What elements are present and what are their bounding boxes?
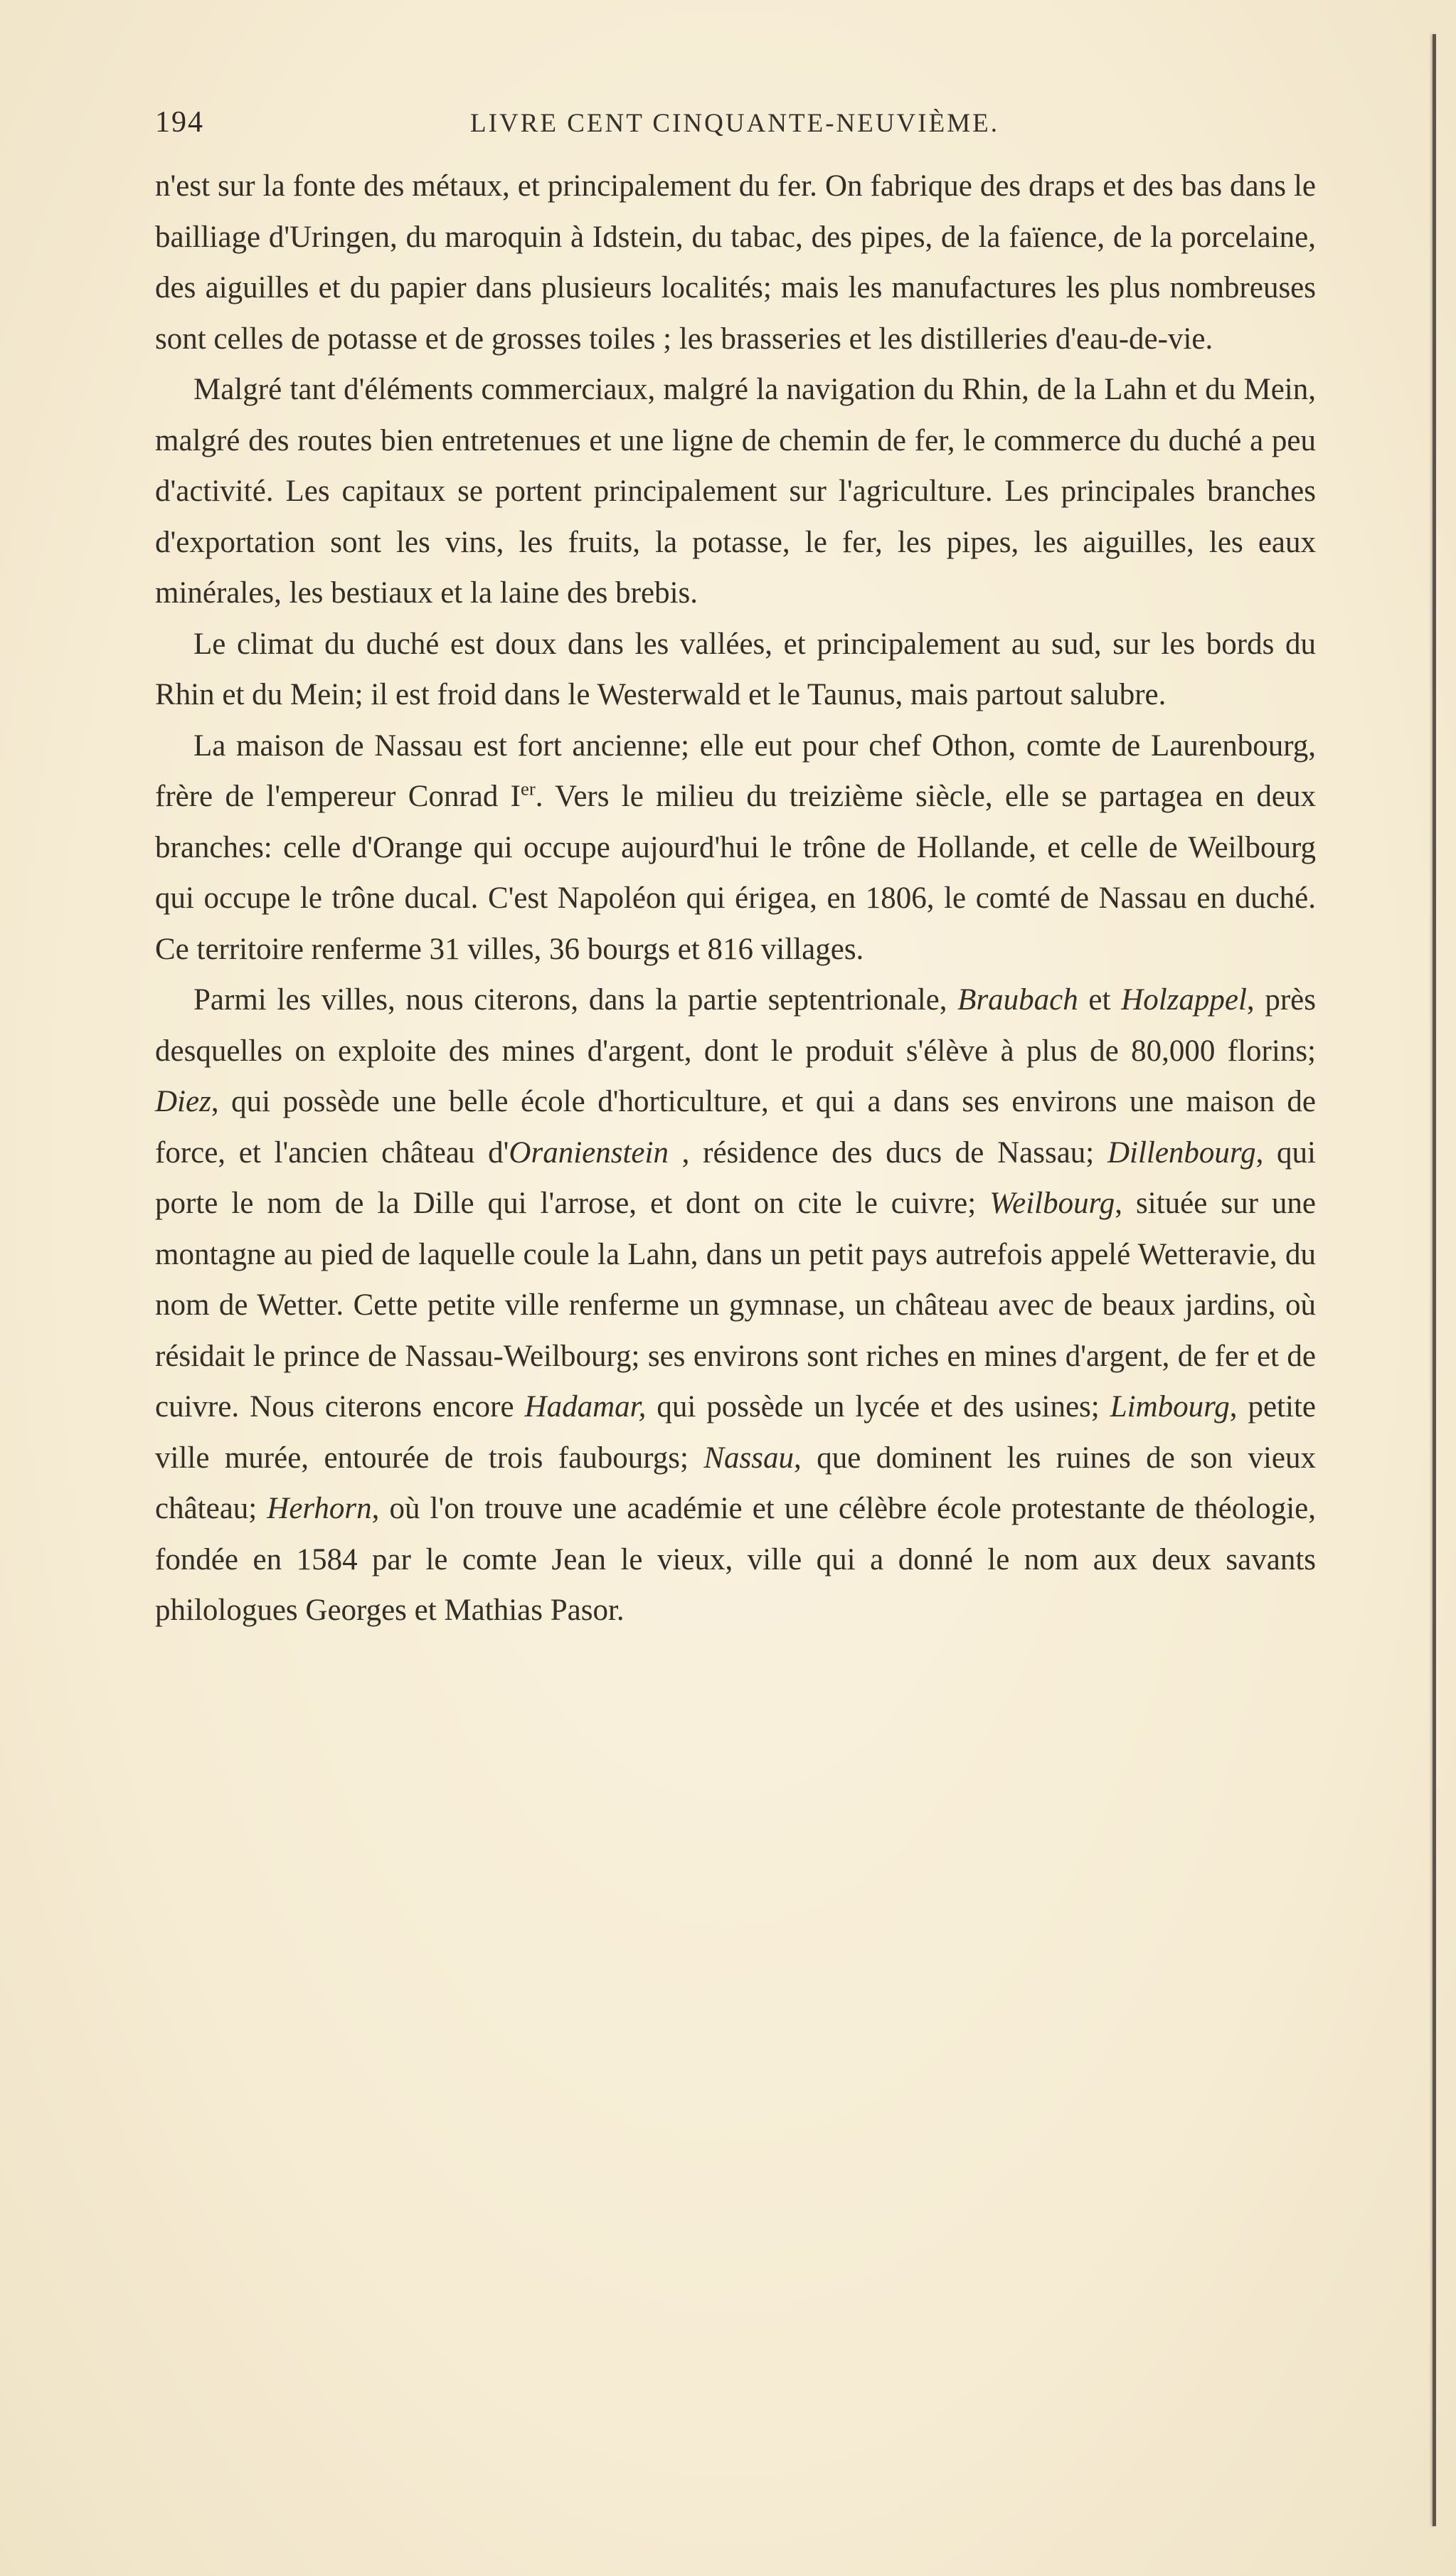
place-name-italic: Nassau: [703, 1441, 795, 1475]
text-segment: Malgré tant d'éléments commerciaux, malgré la navigation du Rhin, de la Lahn et du Mein, malgré des routes bien entretenues et une ligne de chemin de fer, le commerce du duché a peu d'activité. Les capitaux se portent principalement sur l'agriculture. Les principales branches d'exportation sont les vins, les fruits, la potasse, le fer, les pipes, les aiguilles, les eaux minérales, les bestiaux et la laine des brebis.: [155, 373, 1316, 610]
text-segment: . Vers le milieu du treizième siècle, elle se partagea en deux branches: celle d'Orange qui occupe aujourd'hui le trône de Hollande, et celle de Weilbourg qui occupe le trône ducal. C'est Napoléon qui érigea, en 1806, le comté de Nassau en duché. Ce territoire renferme 31 villes, 36 bourgs et 816 villages.: [155, 780, 1316, 966]
running-title: LIVRE CENT CINQUANTE-NEUVIÈME.: [470, 109, 999, 138]
page-edge-line: [1433, 34, 1436, 2526]
place-name-italic: Dillenbourg: [1107, 1135, 1256, 1170]
text-segment: Parmi les villes, nous citerons, dans la partie septentrionale,: [193, 983, 958, 1017]
place-name-italic: Diez: [155, 1085, 211, 1118]
text-segment: qui possède un lycée et des usines;: [646, 1390, 1110, 1424]
place-name-italic: Oranienstein: [509, 1135, 669, 1170]
text-segment: et: [1078, 983, 1122, 1017]
paragraph: [155, 161, 1316, 364]
text-segment: er: [521, 778, 536, 800]
text-segment: , résidence des ducs de Nassau;: [668, 1135, 1107, 1170]
text-segment: , que dominent les ruines de son vieux château;: [155, 1441, 1316, 1525]
place-name-italic: Limbourg: [1110, 1390, 1230, 1424]
text-segment: , près desquelles on exploite des mines d'argent, dont le produit s'élève à plus de 80,000 florins;: [155, 983, 1316, 1068]
text-segment: Le climat du duché est doux dans les vallées, et principalement au sud, sur les bords du Rhin et du Mein; il est froid dans le Westerwald et le Taunus, mais partout salubre.: [155, 627, 1316, 711]
place-name-italic: Hadamar,: [524, 1390, 647, 1424]
page-text: [155, 161, 1316, 1636]
text-segment: , qui possède une belle école d'horticulture, et qui a dans ses environs une maison de force, et l'ancien château d': [155, 1085, 1316, 1170]
text-segment: , située sur une montagne au pied de laquelle coule la Lahn, dans un petit pays autrefois appelé Wetteravie, du nom de Wetter. Cette petite ville renferme un gymnase, un château avec de beaux jardins, où résidait le prince de Nassau-Weilbourg; ses environs sont riches en mines d'argent, de fer et de cuivre. Nous citerons encore: [155, 1187, 1317, 1424]
paragraph: [155, 975, 1316, 1636]
paragraph: [155, 619, 1316, 721]
paragraph: [155, 721, 1316, 975]
text-segment: , petite ville murée, entourée de trois faubourgs;: [155, 1390, 1316, 1475]
place-name-italic: Herhorn: [267, 1492, 372, 1525]
text-segment: , qui porte le nom de la Dille qui l'arrose, et dont on cite le cuivre;: [155, 1135, 1316, 1220]
place-name-italic: Braubach: [957, 983, 1078, 1017]
text-segment: La maison de Nassau est fort ancienne; elle eut pour chef Othon, comte de Laurenbourg, frère de l'empereur Conrad I: [155, 728, 1316, 813]
page-header: [155, 105, 1314, 151]
paragraph: [155, 364, 1316, 619]
place-name-italic: Weilbourg: [989, 1187, 1115, 1220]
text-segment: n'est sur la fonte des métaux, et principalement du fer. On fabrique des draps et des bas dans le bailliage d'Uringen, du maroquin à Idstein, du tabac, des pipes, de la faïence, de la porcelaine, des aiguilles et du papier dans plusieurs localités; mais les manufactures les plus nombreuses sont celles de potasse et de grosses toiles ; les brasseries et les distilleries d'eau-de-vie.: [155, 169, 1316, 356]
text-segment: , où l'on trouve une académie et une célèbre école protestante de théologie, fondée en 1584 par le comte Jean le vieux, ville qui a donné le nom aux deux savants philologues Georges et Mathias Pasor.: [155, 1492, 1316, 1627]
place-name-italic: Holzappel: [1121, 983, 1247, 1017]
page-number: 194: [155, 106, 204, 139]
